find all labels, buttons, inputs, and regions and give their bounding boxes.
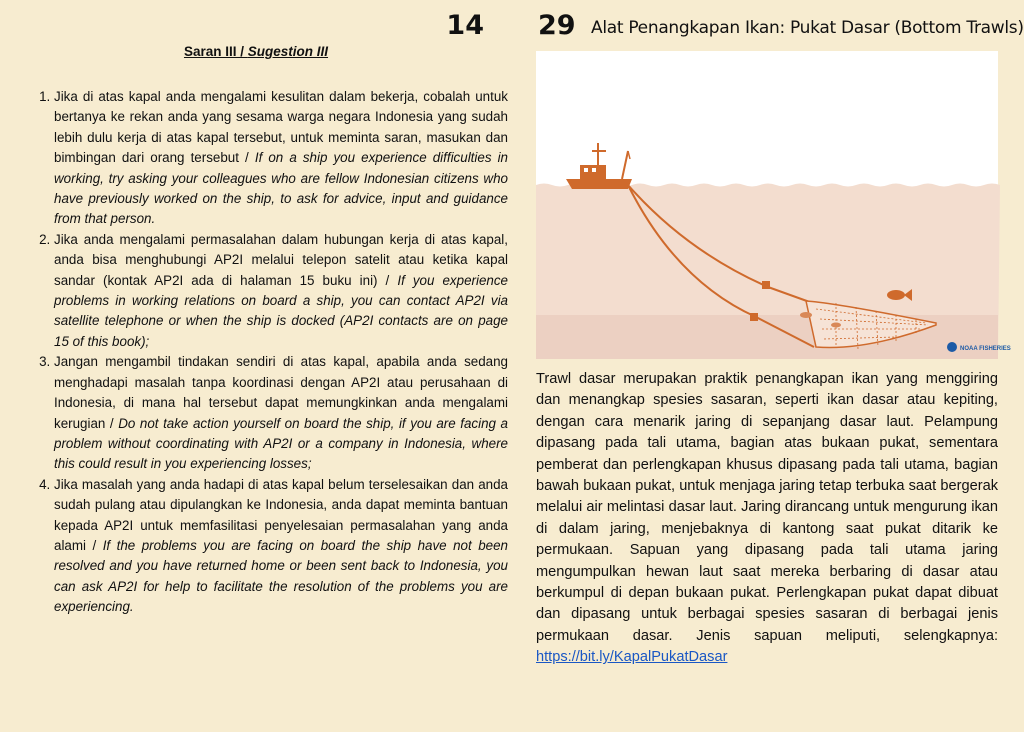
item-text-id: Jika di atas kapal anda mengalami kesulitan dalam bekerja, cobalah untuk bertanya ke rekan anda yang sesama warga negara Indonesia yang sudah lebih dulu kerja di atas kapal tersebut, untuk meminta saran, masukan dan bimbingan dari orang tersebut / [54,89,508,166]
item-text-id: Jika anda mengalami permasalahan dalam hubungan kerja di atas kapal, anda bisa menghubungi AP2I melalui telepon satelit atau ketika kapal sandar (kontak AP2I ada di halaman 15 buku ini) / [54,231,508,288]
item-text-id: Jangan mengambil tindakan sendiri di atas kapal, apabila anda sedang menghadapi masalah tanpa koordinasi dengan AP2I atau perusahaan di Indonesia, di mana hal tersebut dapat memungkinkan anda mengalami kerugian / [54,354,508,431]
suggestion-item [54,230,508,352]
otter-board-lower [750,313,758,321]
page-title: Alat Penangkapan Ikan: Pukat Dasar (Bottom Trawls) [591,18,1024,38]
bottom-trawl-illustration [536,51,1011,359]
item-text-en: If the problems you are facing on board the ship have not been resolved and you have returned home or been sent back to Indonesia, you can ask AP2I for help to facilitate the resolution of the problems you are experiencing. [54,537,508,615]
small-fish-icon [831,323,841,328]
item-text-en: If you experience problems in working relations on board a ship, you can contact AP2I via satellite telephone or when the ship is docked (AP2I contacts are on page 15 of this book); [54,272,508,349]
suggestion-item [54,475,508,618]
small-fish-icon [800,312,812,318]
heading-id: Saran III / [183,44,244,59]
noaa-logo-text: NOAA FISHERIES [960,346,1011,352]
suggestion-list [26,87,508,618]
item-text-en: Do not take action yourself on board the ship, if you are facing a problem without coordinating with AP2I or a company in Indonesia, where this could result in you experiencing losses; [54,415,509,472]
right-page [512,0,1024,732]
heading-en: Sugestion III [247,44,329,59]
suggestion-item [54,87,508,230]
otter-board-upper [762,281,770,289]
body-paragraph [536,369,998,669]
item-text-id: Jika masalah yang anda hadapi di atas kapal belum terselesaikan dan anda sudah pulang atau dipulangkan ke Indonesia, anda dapat meminta bantuan kepada AP2I untuk memfasilitasi penyelesaian permasalahan yang anda alami / [54,476,508,553]
body-text: Trawl dasar merupakan praktik penangkapan ikan yang menggiring dan menangkap spesies sasaran, seperti ikan dasar atau kepiting, dengan cara menarik jaring di sepanjang dasar laut. Pelampung dipasang pada tali utama, bagian atas bukaan pukat, sementara pemberat dan perlengkapan khusus dipasang pada tali utama, bagian bawah bukaan pukat, untuk menjaga jaring tetap terbuka saat bergerak melalui air melintasi dasar laut. Jaring dirancang untuk mengurung ikan di dalam jaring, menjebaknya di kantong saat pukat ditarik ke permukaan. Sapuan yang dipasang pada tali utama jaring mengumpulkan hewan laut saat mereka berbaring di dasar atau berkumpul di depan bukaan pukat. Perlengkapan pukat dapat dibuat dan dipasang untuk berbagai spesies sasaran di berbagai jenis permukaan dasar. Jenis sapuan meliputi, selengkapnya: [536,371,998,644]
section-heading [0,44,512,59]
suggestion-item [54,352,508,474]
more-info-link[interactable]: https://bit.ly/KapalPukatDasar [536,649,728,666]
page-number-left: 14 [446,10,484,41]
page-number-right: 29 [538,10,576,41]
item-text-en: If on a ship you experience difficulties in working, try asking your colleagues who are fellow Indonesian citizens who have previously worked on the ship, to ask for advice, input and guidance from that person. [54,150,509,227]
